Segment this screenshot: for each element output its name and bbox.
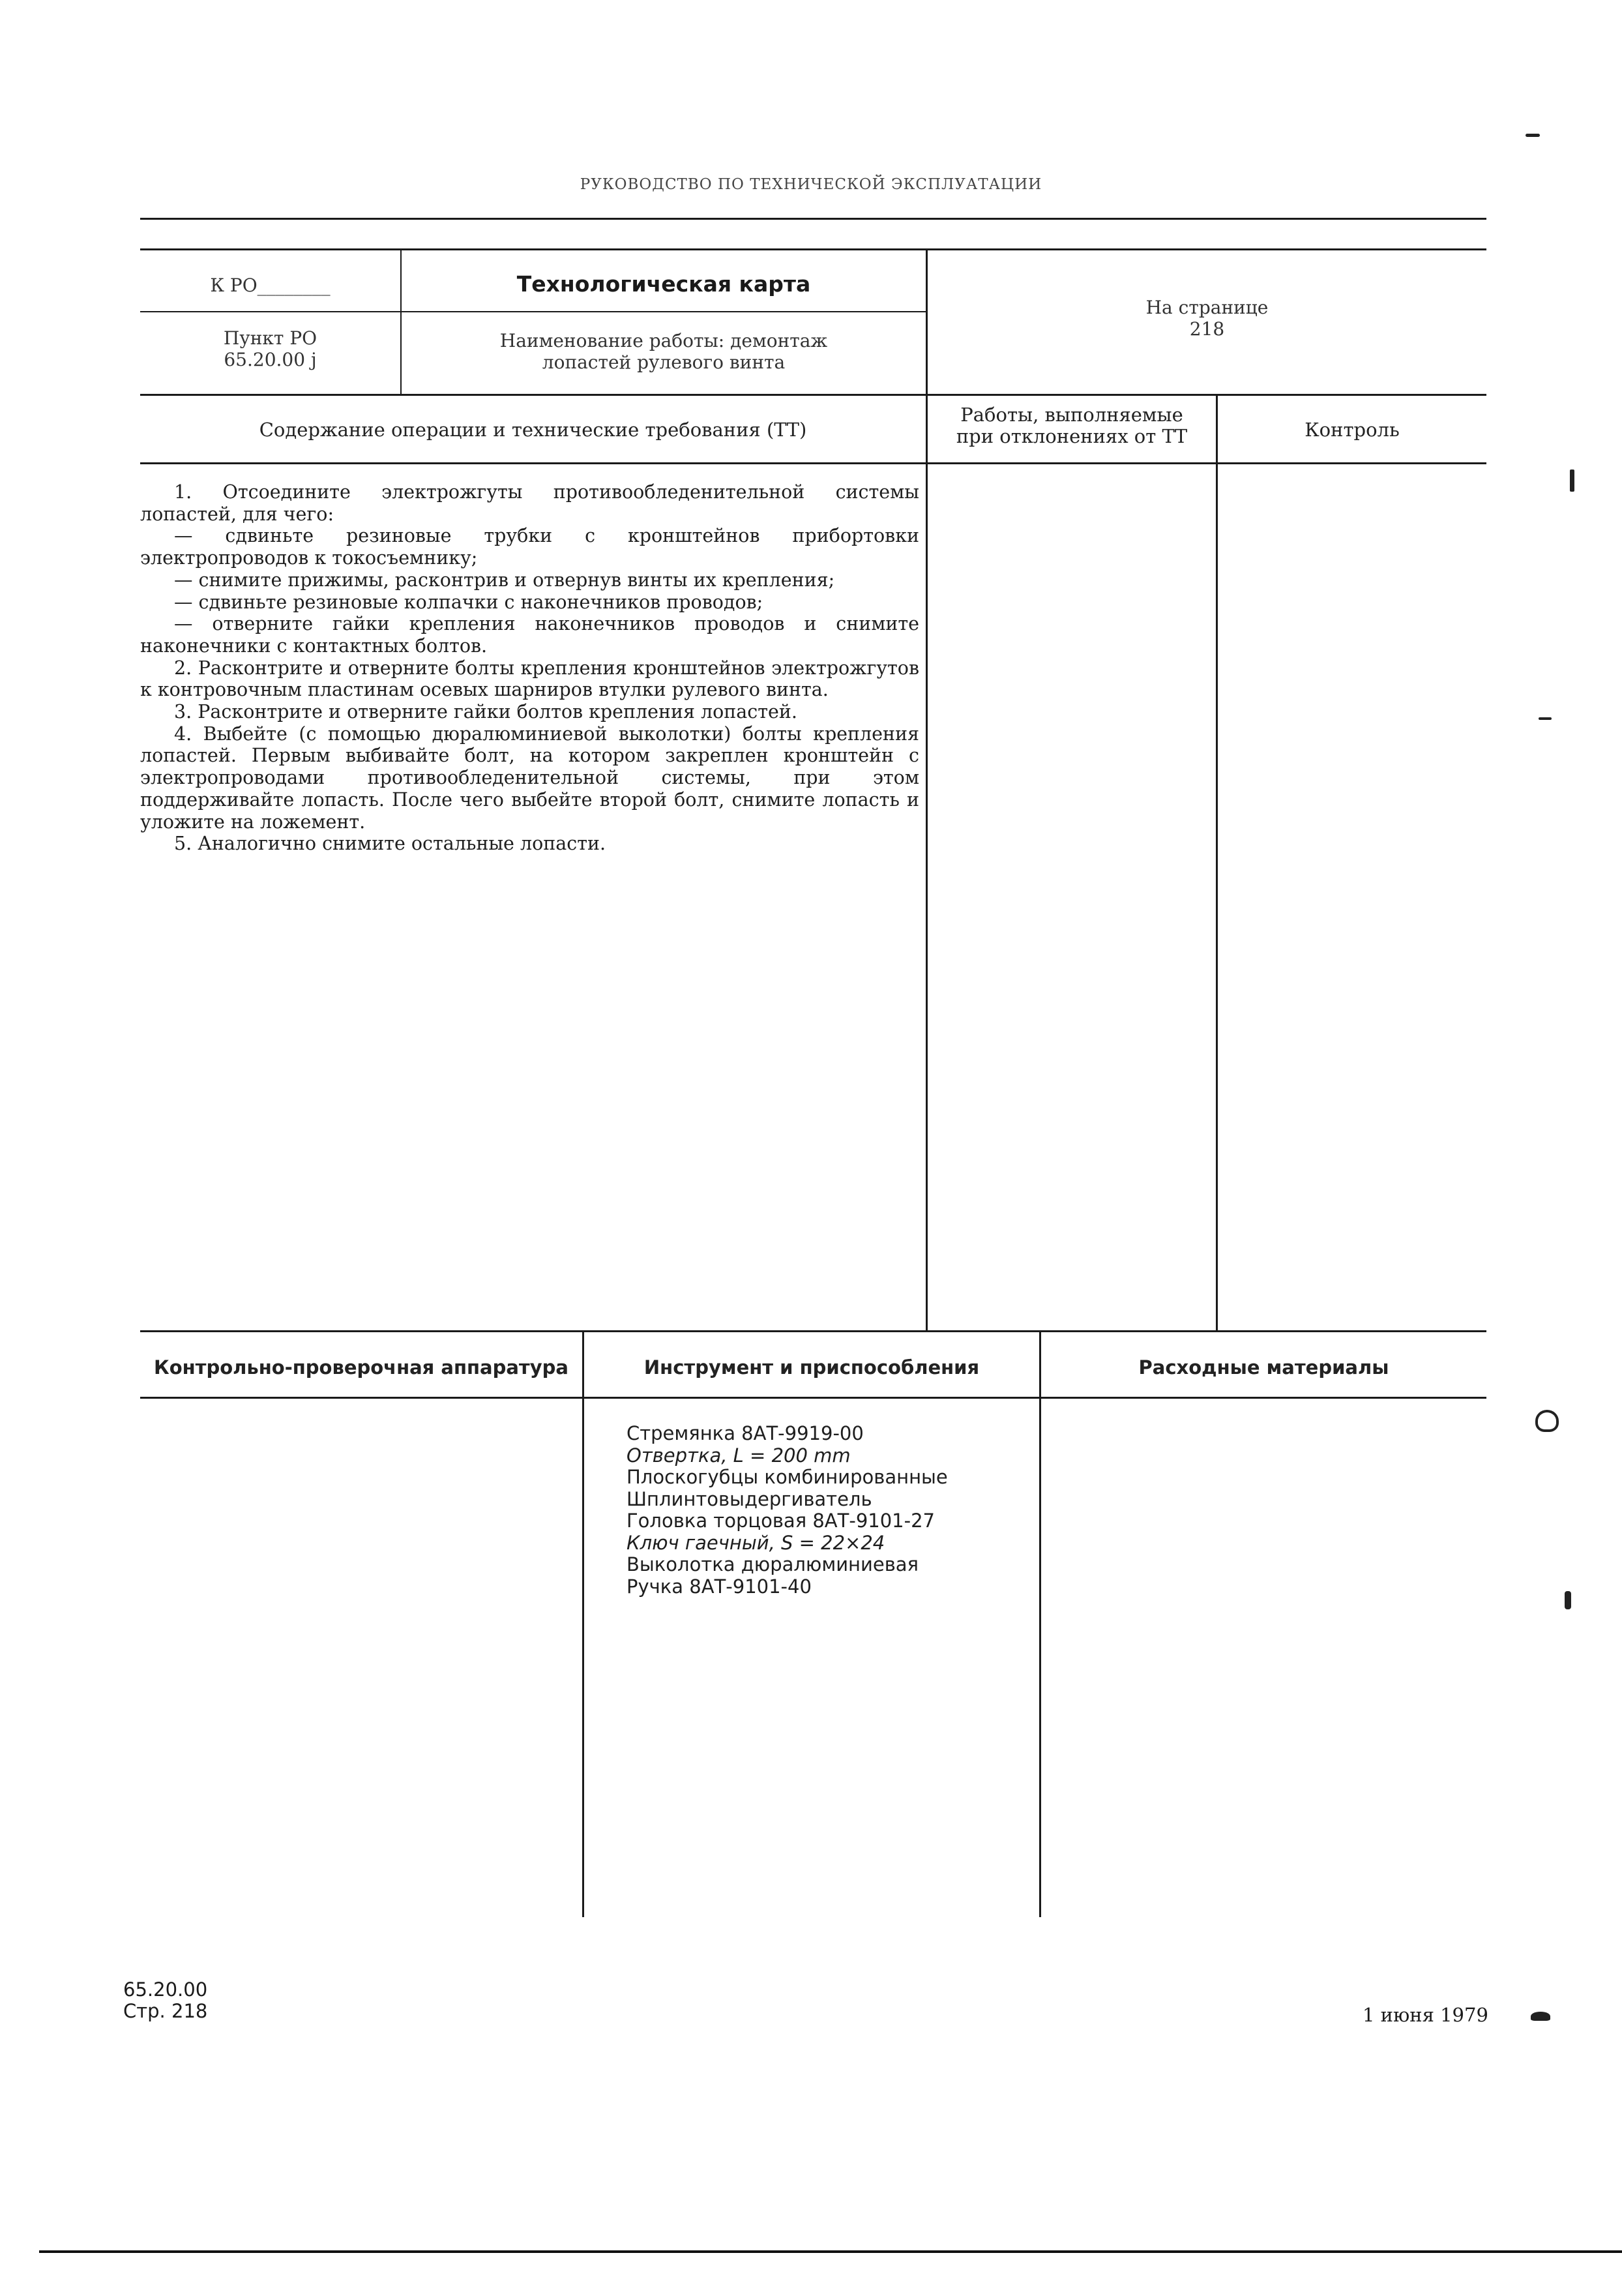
column-header-content: Содержание операции и технические требования (ТТ) <box>259 419 807 441</box>
footer-date: 1 июня 1979 <box>1363 2004 1488 2026</box>
deviation-line2: при отклонениях от ТТ <box>956 425 1188 447</box>
tool-item: Ключ гаечный, S = 22×24 <box>627 1531 885 1554</box>
operation-step: 4. Выбейте (с помощью дюралюминиевой выколотки) болты крепления лопастей. Первым выбивайте болт, на котором закреплен кронштейн с электропроводами противообледенительной системы, при этом поддерживайте лопасть. После чего выбейте второй болт, снимите лопасть и уложите на ложемент. <box>140 723 919 833</box>
operation-step: 5. Аналогично снимите остальные лопасти. <box>174 833 606 855</box>
tools-header: Инструмент и приспособления <box>643 1356 980 1379</box>
operation-step: 1. Отсоедините электрожгуты противообледенительной системы лопастей, для чего: <box>140 481 919 525</box>
scan-bottom-edge <box>39 2250 1622 2253</box>
scan-speck <box>1535 1410 1559 1432</box>
tool-item: Шплинтовыдергиватель <box>627 1487 872 1510</box>
title-block-bottom <box>140 394 1486 396</box>
scan-speck <box>1565 1591 1571 1609</box>
column-header-control: Контроль <box>1305 419 1400 441</box>
bottom-divider-1 <box>582 1330 584 1917</box>
card-title: Технологическая карта <box>516 271 811 297</box>
scan-speck <box>1526 134 1540 137</box>
operation-step: 2. Расконтрите и отверните болты крепления кронштейнов электрожгутов к контровочным пластинам осевых шарниров втулки рулевого винта. <box>140 657 919 701</box>
page-reference <box>928 297 1486 340</box>
column-header-deviation <box>928 404 1216 447</box>
page-label: На странице <box>1145 297 1269 318</box>
operation-substep: — снимите прижимы, расконтрив и отвернув винты их крепления; <box>174 569 835 591</box>
bottom-header-bottom <box>140 1397 1486 1399</box>
footer-page: Стр. 218 <box>123 2000 208 2022</box>
footer-doc-code: 65.20.00 <box>123 1978 208 2001</box>
scan-speck <box>1539 717 1552 720</box>
work-name-line1: Наименование работы: демонтаж <box>499 330 828 351</box>
footer-code <box>123 1979 207 2022</box>
ref-label: К РО________ <box>210 275 331 296</box>
top-rule <box>140 218 1486 220</box>
tool-item: Ручка 8АТ-9101-40 <box>627 1575 812 1598</box>
operations-text <box>140 481 919 855</box>
running-header: РУКОВОДСТВО ПО ТЕХНИЧЕСКОЙ ЭКСПЛУАТАЦИИ <box>580 176 1042 193</box>
tools-list <box>627 1423 948 1598</box>
title-block-divider-1 <box>400 248 402 396</box>
main-divider-2 <box>1216 394 1218 1332</box>
tool-item: Плоскогубцы комбинированные <box>627 1466 948 1488</box>
deviation-line1: Работы, выполняемые <box>960 404 1183 426</box>
operation-step: 3. Расконтрите и отверните гайки болтов крепления лопастей. <box>174 701 797 723</box>
item-number: 65.20.00 j <box>224 349 317 370</box>
work-name-line2: лопастей рулевого винта <box>542 351 786 373</box>
tool-item: Стремянка 8АТ-9919-00 <box>627 1422 864 1444</box>
item-label: Пункт РО <box>223 327 317 349</box>
bottom-divider-2 <box>1039 1330 1041 1917</box>
title-block-mid <box>140 311 927 312</box>
main-divider-1 <box>926 394 928 1332</box>
scan-speck <box>1570 470 1574 492</box>
operation-substep: — сдвиньте резиновые трубки с кронштейнов прибортовки электропроводов к токосъемнику; <box>140 525 919 569</box>
operation-substep: — сдвиньте резиновые колпачки с наконечников проводов; <box>174 591 763 613</box>
page-number: 218 <box>1189 318 1225 340</box>
tool-item: Выколотка дюралюминиевая <box>627 1553 919 1575</box>
title-block-top <box>140 248 1486 250</box>
work-name <box>402 330 926 373</box>
scan-speck <box>1531 2012 1550 2021</box>
item-reference <box>140 327 400 370</box>
tool-item: Головка торцовая 8АТ-9101-27 <box>627 1510 935 1532</box>
operation-substep: — отверните гайки крепления наконечников проводов и снимите наконечники с контактных болтов. <box>140 613 919 657</box>
tool-item: Отвертка, L = 200 mm <box>627 1444 851 1467</box>
materials-header: Расходные материалы <box>1138 1356 1389 1379</box>
bottom-section-top <box>140 1330 1486 1332</box>
equipment-header: Контрольно-проверочная аппаратура <box>154 1356 568 1379</box>
main-header-bottom <box>140 462 1486 464</box>
